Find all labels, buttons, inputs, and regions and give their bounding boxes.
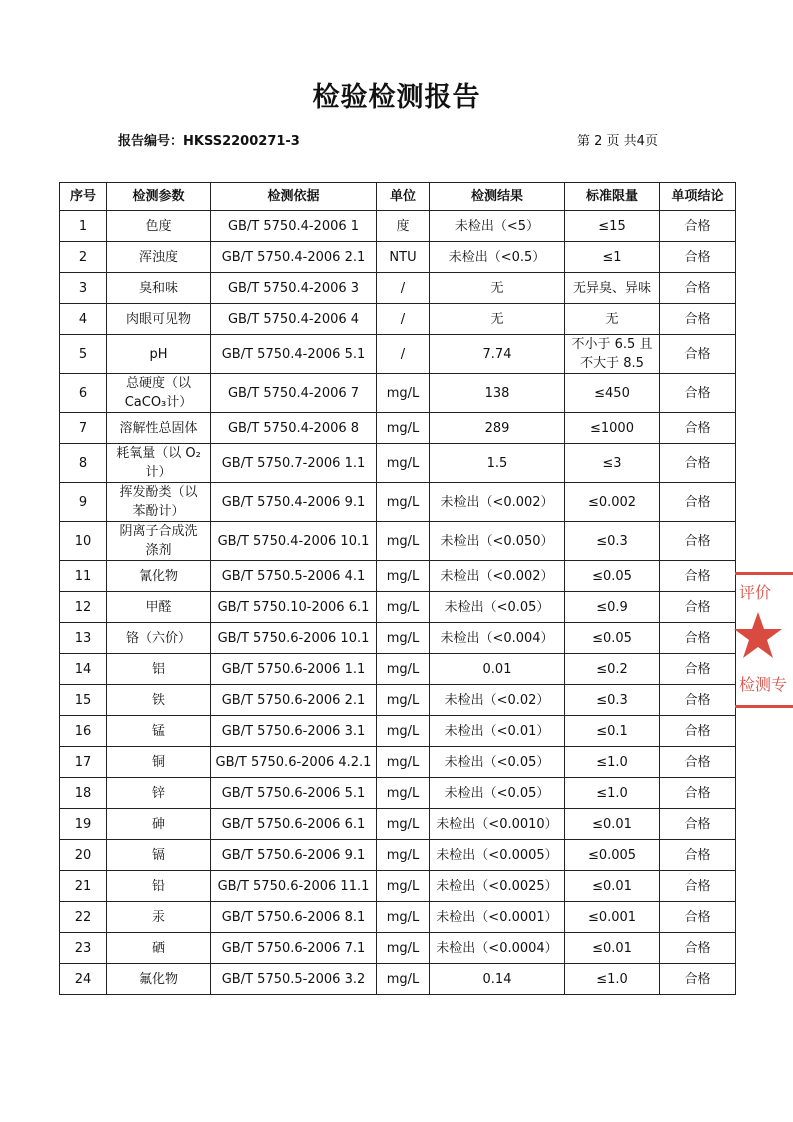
table-row [60,273,736,304]
table-row [60,561,736,592]
cell-basis: GB/T 5750.6-2006 11.1 [211,871,377,902]
cell-unit: mg/L [377,871,430,902]
cell-unit: mg/L [377,933,430,964]
cell-verdict: 合格 [660,413,736,444]
cell-limit: ≤0.1 [565,716,660,747]
cell-verdict: 合格 [660,747,736,778]
report-number: 报告编号：HKSS2200271-3 [118,134,300,149]
cell-basis: GB/T 5750.7-2006 1.1 [211,444,377,483]
cell-unit: mg/L [377,747,430,778]
table-row [60,964,736,995]
cell-verdict: 合格 [660,592,736,623]
cell-limit: ≤1000 [565,413,660,444]
cell-unit: mg/L [377,592,430,623]
column-header-param: 检测参数 [107,183,211,211]
cell-result: 未检出（<0.01） [430,716,565,747]
cell-basis: GB/T 5750.6-2006 9.1 [211,840,377,871]
cell-result: 0.14 [430,964,565,995]
cell-no: 1 [60,211,107,242]
cell-result: 未检出（<0.0004） [430,933,565,964]
cell-limit: ≤450 [565,374,660,413]
cell-limit: ≤0.05 [565,561,660,592]
cell-verdict: 合格 [660,716,736,747]
cell-unit: mg/L [377,840,430,871]
cell-result: 1.5 [430,444,565,483]
cell-param: 溶解性总固体 [107,413,211,444]
table-row [60,840,736,871]
cell-limit: ≤1.0 [565,964,660,995]
cell-unit: mg/L [377,716,430,747]
cell-unit: mg/L [377,561,430,592]
table-header-row [60,183,736,211]
cell-basis: GB/T 5750.4-2006 8 [211,413,377,444]
cell-limit: ≤0.01 [565,933,660,964]
cell-no: 13 [60,623,107,654]
cell-unit: mg/L [377,809,430,840]
table-row [60,809,736,840]
cell-unit: mg/L [377,685,430,716]
cell-unit: mg/L [377,444,430,483]
cell-limit: ≤1 [565,242,660,273]
cell-verdict: 合格 [660,374,736,413]
cell-verdict: 合格 [660,623,736,654]
cell-param: 铝 [107,654,211,685]
cell-verdict: 合格 [660,242,736,273]
cell-basis: GB/T 5750.6-2006 5.1 [211,778,377,809]
report-title: 检验检测报告 [312,82,481,113]
cell-param: 镉 [107,840,211,871]
cell-result: 0.01 [430,654,565,685]
cell-param: 总硬度（以 CaCO₃计） [107,374,211,413]
seal-top-line [735,572,793,575]
cell-param: 锰 [107,716,211,747]
cell-unit: 度 [377,211,430,242]
cell-param: 阴离子合成洗 涤剂 [107,522,211,561]
cell-verdict: 合格 [660,778,736,809]
cell-verdict: 合格 [660,685,736,716]
cell-param: 铬（六价） [107,623,211,654]
column-header-unit: 单位 [377,183,430,211]
cell-param: 氰化物 [107,561,211,592]
cell-unit: mg/L [377,483,430,522]
cell-basis: GB/T 5750.4-2006 4 [211,304,377,335]
cell-no: 11 [60,561,107,592]
cell-result: 未检出（<5） [430,211,565,242]
cell-no: 20 [60,840,107,871]
cell-unit: mg/L [377,964,430,995]
cell-result: 无 [430,304,565,335]
cell-no: 8 [60,444,107,483]
table-row [60,871,736,902]
table-row [60,623,736,654]
cell-unit: mg/L [377,902,430,933]
column-header-basis: 检测依据 [211,183,377,211]
cell-basis: GB/T 5750.6-2006 6.1 [211,809,377,840]
cell-limit: ≤0.01 [565,809,660,840]
cell-verdict: 合格 [660,871,736,902]
cell-basis: GB/T 5750.6-2006 7.1 [211,933,377,964]
cell-unit: mg/L [377,778,430,809]
seal-bottom-line [735,705,793,708]
cell-result: 未检出（<0.050） [430,522,565,561]
cell-no: 22 [60,902,107,933]
cell-no: 19 [60,809,107,840]
cell-no: 4 [60,304,107,335]
table-row [60,747,736,778]
cell-basis: GB/T 5750.4-2006 7 [211,374,377,413]
cell-no: 9 [60,483,107,522]
cell-no: 21 [60,871,107,902]
cell-limit: ≤0.3 [565,685,660,716]
cell-result: 未检出（<0.0025） [430,871,565,902]
cell-result: 138 [430,374,565,413]
column-header-verdict: 单项结论 [660,183,736,211]
cell-result: 未检出（<0.004） [430,623,565,654]
table-row [60,685,736,716]
cell-param: 肉眼可见物 [107,304,211,335]
table-row [60,374,736,413]
cell-verdict: 合格 [660,211,736,242]
cell-limit: ≤0.01 [565,871,660,902]
cell-basis: GB/T 5750.4-2006 2.1 [211,242,377,273]
table-body [60,211,736,995]
cell-unit: mg/L [377,654,430,685]
cell-result: 未检出（<0.05） [430,747,565,778]
table-row [60,592,736,623]
cell-unit: NTU [377,242,430,273]
cell-verdict: 合格 [660,840,736,871]
cell-param: 色度 [107,211,211,242]
cell-result: 未检出（<0.05） [430,592,565,623]
cell-param: pH [107,335,211,374]
cell-limit: ≤0.2 [565,654,660,685]
cell-no: 5 [60,335,107,374]
column-header-no: 序号 [60,183,107,211]
cell-basis: GB/T 5750.5-2006 4.1 [211,561,377,592]
table-row [60,304,736,335]
table-row [60,902,736,933]
cell-limit: ≤1.0 [565,747,660,778]
cell-no: 18 [60,778,107,809]
cell-result: 未检出（<0.0001） [430,902,565,933]
inspection-seal [733,560,793,710]
cell-result: 未检出（<0.0005） [430,840,565,871]
cell-param: 挥发酚类（以 苯酚计） [107,483,211,522]
cell-no: 24 [60,964,107,995]
table-row [60,413,736,444]
cell-verdict: 合格 [660,483,736,522]
cell-limit: ≤0.3 [565,522,660,561]
seal-text-bottom: 检测专 [739,675,788,694]
cell-basis: GB/T 5750.6-2006 8.1 [211,902,377,933]
results-table [59,182,736,995]
cell-param: 汞 [107,902,211,933]
cell-no: 2 [60,242,107,273]
cell-basis: GB/T 5750.10-2006 6.1 [211,592,377,623]
cell-no: 14 [60,654,107,685]
cell-limit: 不小于 6.5 且 不大于 8.5 [565,335,660,374]
cell-no: 6 [60,374,107,413]
table-row [60,933,736,964]
cell-unit: mg/L [377,413,430,444]
cell-limit: ≤0.002 [565,483,660,522]
column-header-result: 检测结果 [430,183,565,211]
table-row [60,716,736,747]
cell-basis: GB/T 5750.6-2006 4.2.1 [211,747,377,778]
cell-param: 铅 [107,871,211,902]
cell-limit: 无异臭、异味 [565,273,660,304]
cell-basis: GB/T 5750.5-2006 3.2 [211,964,377,995]
cell-param: 臭和味 [107,273,211,304]
cell-param: 铜 [107,747,211,778]
cell-param: 甲醛 [107,592,211,623]
star-icon [733,610,783,660]
cell-basis: GB/T 5750.6-2006 3.1 [211,716,377,747]
cell-result: 未检出（<0.5） [430,242,565,273]
table-row [60,483,736,522]
page-info: 第 2 页 共4页 [577,134,658,149]
cell-result: 289 [430,413,565,444]
cell-unit: / [377,273,430,304]
cell-verdict: 合格 [660,444,736,483]
cell-result: 7.74 [430,335,565,374]
table-row [60,444,736,483]
cell-param: 浑浊度 [107,242,211,273]
cell-param: 硒 [107,933,211,964]
cell-basis: GB/T 5750.6-2006 10.1 [211,623,377,654]
cell-unit: mg/L [377,374,430,413]
cell-limit: ≤15 [565,211,660,242]
cell-result: 未检出（<0.02） [430,685,565,716]
cell-no: 16 [60,716,107,747]
cell-unit: mg/L [377,623,430,654]
table-row [60,522,736,561]
cell-result: 未检出（<0.002） [430,561,565,592]
table-row [60,211,736,242]
cell-no: 12 [60,592,107,623]
table-row [60,242,736,273]
cell-param: 锌 [107,778,211,809]
cell-limit: ≤0.001 [565,902,660,933]
cell-unit: mg/L [377,522,430,561]
cell-limit: ≤0.005 [565,840,660,871]
seal-text-top: 评价 [739,583,772,602]
cell-unit: / [377,335,430,374]
cell-basis: GB/T 5750.4-2006 9.1 [211,483,377,522]
cell-param: 耗氧量（以 O₂ 计） [107,444,211,483]
table-row [60,654,736,685]
cell-no: 15 [60,685,107,716]
cell-basis: GB/T 5750.4-2006 1 [211,211,377,242]
column-header-limit: 标准限量 [565,183,660,211]
cell-verdict: 合格 [660,964,736,995]
cell-no: 7 [60,413,107,444]
cell-verdict: 合格 [660,809,736,840]
cell-no: 10 [60,522,107,561]
cell-verdict: 合格 [660,654,736,685]
cell-verdict: 合格 [660,902,736,933]
cell-verdict: 合格 [660,335,736,374]
cell-no: 17 [60,747,107,778]
cell-verdict: 合格 [660,933,736,964]
cell-result: 未检出（<0.0010） [430,809,565,840]
cell-limit: 无 [565,304,660,335]
cell-limit: ≤3 [565,444,660,483]
cell-basis: GB/T 5750.4-2006 10.1 [211,522,377,561]
cell-param: 砷 [107,809,211,840]
cell-verdict: 合格 [660,522,736,561]
cell-verdict: 合格 [660,273,736,304]
cell-no: 3 [60,273,107,304]
cell-unit: / [377,304,430,335]
cell-result: 未检出（<0.05） [430,778,565,809]
cell-basis: GB/T 5750.6-2006 2.1 [211,685,377,716]
cell-no: 23 [60,933,107,964]
cell-basis: GB/T 5750.4-2006 3 [211,273,377,304]
cell-result: 无 [430,273,565,304]
cell-limit: ≤1.0 [565,778,660,809]
cell-param: 氟化物 [107,964,211,995]
cell-basis: GB/T 5750.6-2006 1.1 [211,654,377,685]
table-row [60,778,736,809]
cell-param: 铁 [107,685,211,716]
cell-result: 未检出（<0.002） [430,483,565,522]
cell-limit: ≤0.9 [565,592,660,623]
cell-limit: ≤0.05 [565,623,660,654]
cell-verdict: 合格 [660,304,736,335]
table-row [60,335,736,374]
cell-basis: GB/T 5750.4-2006 5.1 [211,335,377,374]
cell-verdict: 合格 [660,561,736,592]
